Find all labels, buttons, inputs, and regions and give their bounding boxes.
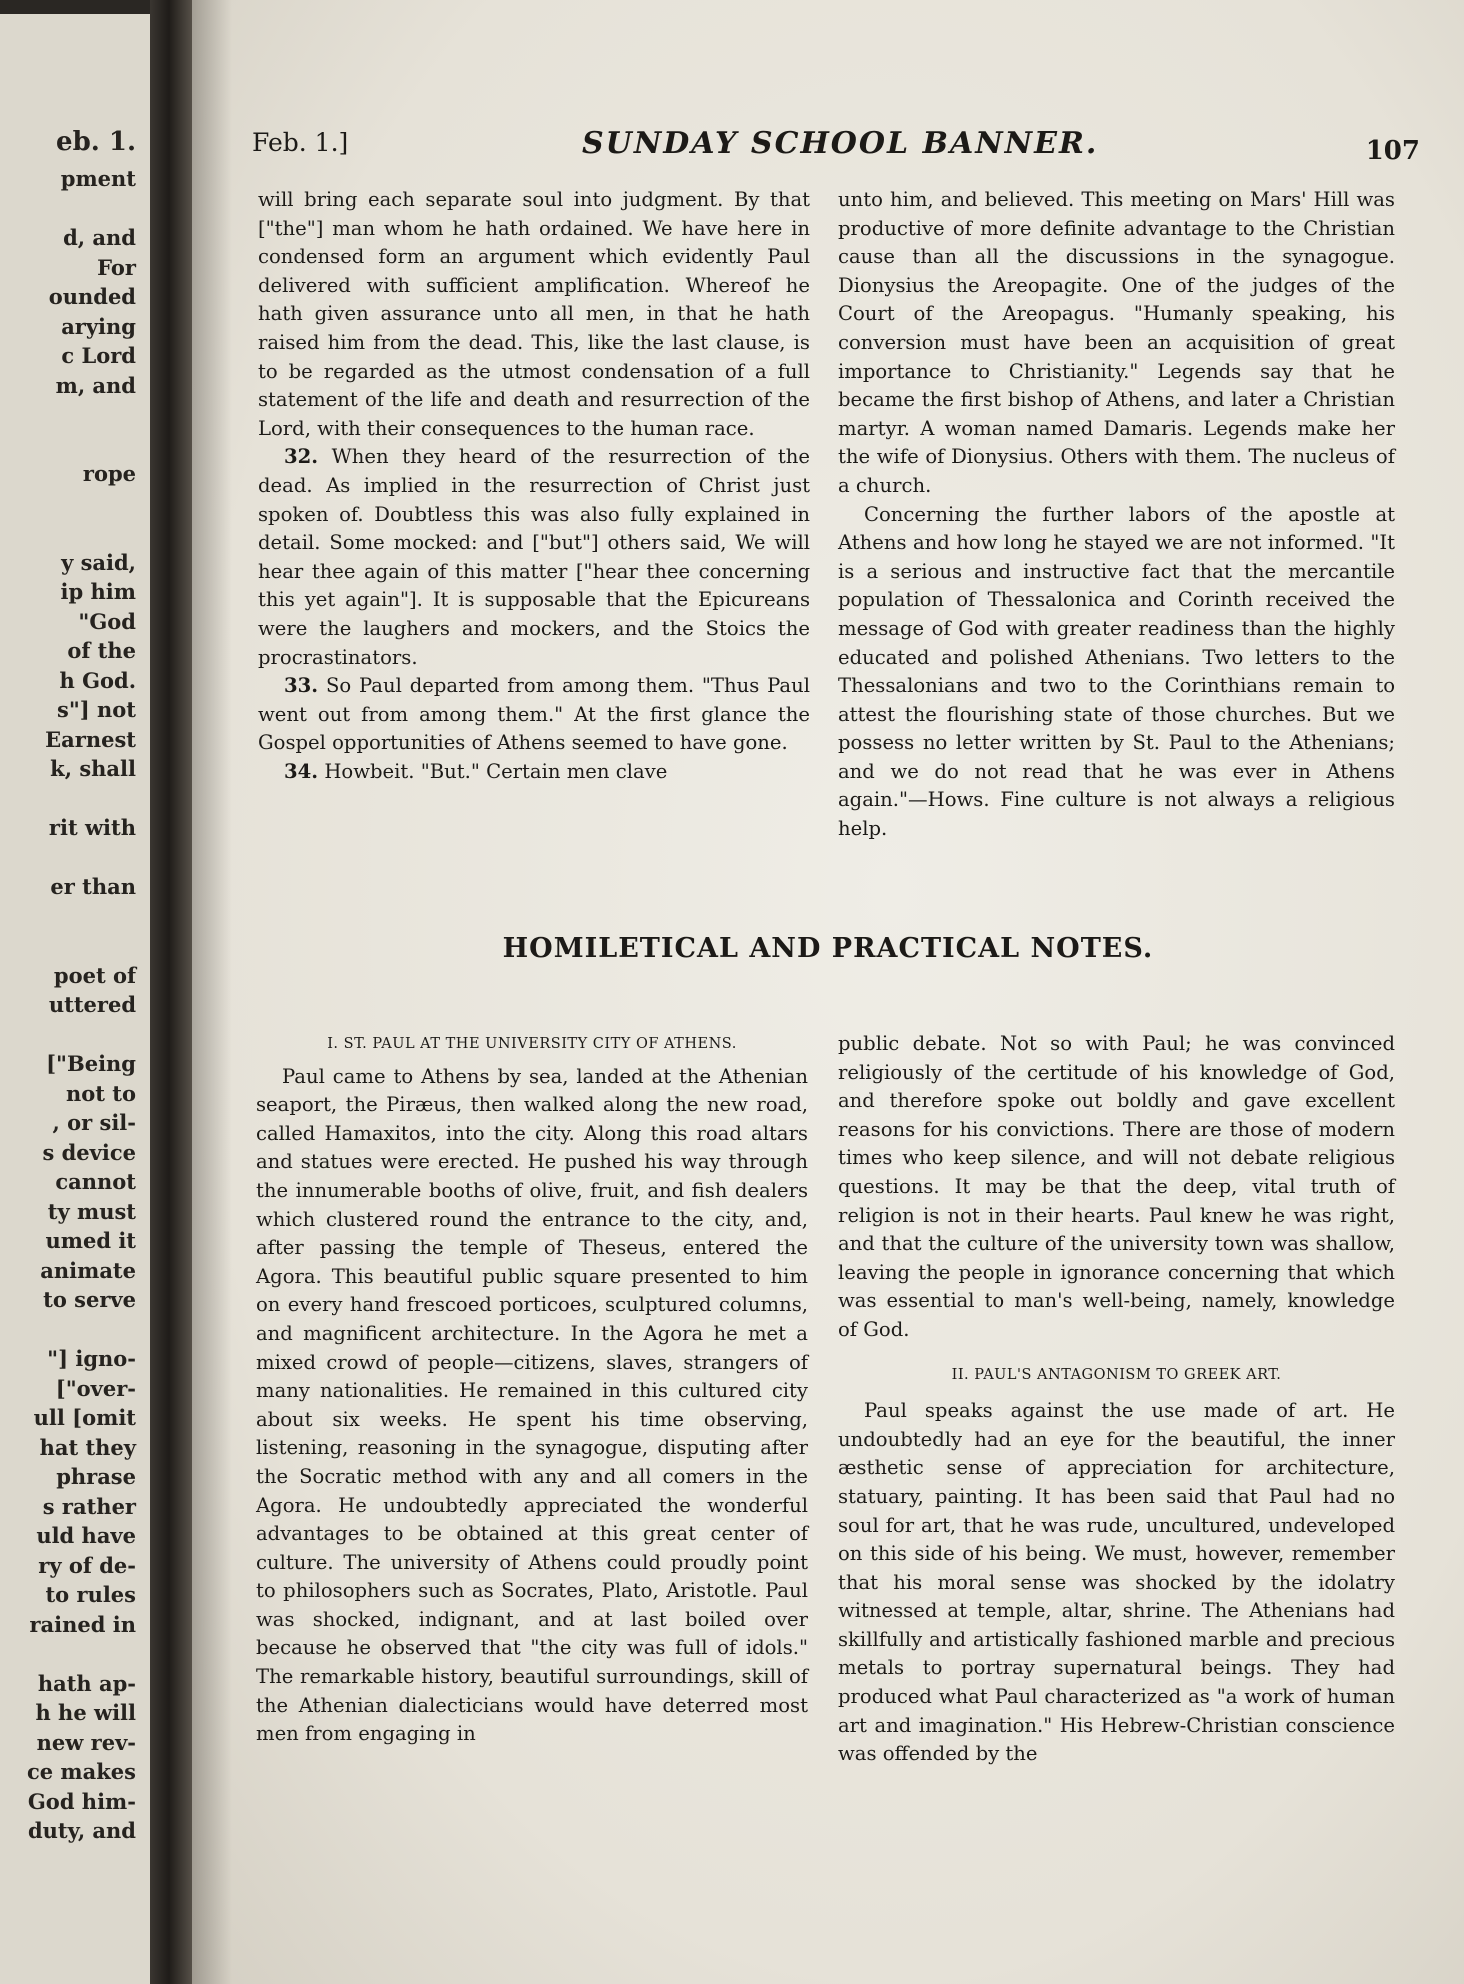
book-gutter <box>150 0 192 1984</box>
commentary-paragraph: will bring each separate soul into judgment. By that ["the"] man whom he hath ordained. We have here in condensed form an argument which evidently Paul delivered with sufficient amplification. Whereof he hath given assurance unto all men, in that he hath raised him from the dead. This, like the last clause, is to be regarded as the utmost condensation of a full statement of the life and death and resurrection of the Lord, with their consequences to the human race. <box>258 188 810 440</box>
previous-page-line: cannot <box>55 1169 136 1194</box>
previous-page-line: "] igno- <box>47 1346 136 1371</box>
previous-page-line: ty must <box>47 1198 136 1224</box>
previous-page-line: not to <box>66 1080 136 1106</box>
previous-page-line: pment <box>60 166 136 191</box>
running-header <box>192 128 1464 178</box>
previous-page-line: uttered <box>48 992 136 1017</box>
verse-number: 33. <box>284 674 319 698</box>
page <box>192 0 1464 1984</box>
previous-page-line: of the <box>67 638 136 663</box>
previous-page-line: rope <box>82 461 136 486</box>
previous-page-line: God him- <box>27 1788 136 1814</box>
verse-33-text: So Paul departed from among them. "Thus Paul went out from among them." At the first glance the Gospel opportunities of Athens seemed to have gone. <box>258 674 810 755</box>
previous-page-line: ip him <box>60 579 136 604</box>
previous-page-line: poet of <box>53 962 136 988</box>
previous-page-line: uld have <box>36 1523 136 1548</box>
page-number: 107 <box>1365 136 1420 166</box>
section-heading: HOMILETICAL AND PRACTICAL NOTES. <box>502 933 1154 964</box>
previous-page-line: ["Being <box>46 1051 136 1076</box>
previous-page-line: h he will <box>35 1700 136 1725</box>
previous-page-line: rit with <box>48 815 136 840</box>
previous-page-line: hath ap- <box>37 1670 136 1696</box>
previous-page-line: umed it <box>45 1228 136 1253</box>
previous-page-line: "God <box>78 608 136 634</box>
previous-page-line: ounded <box>48 284 136 309</box>
previous-page-line: to serve <box>43 1287 136 1312</box>
previous-page-line: For <box>97 254 136 280</box>
previous-page-line: k, shall <box>50 756 136 781</box>
previous-page-line: ry of de- <box>38 1552 136 1578</box>
previous-page-line: to rules <box>45 1582 136 1607</box>
previous-page-fragment <box>0 14 151 1984</box>
commentary-column-right <box>838 186 1395 844</box>
verse-number: 32. <box>284 445 319 469</box>
previous-page-line: phrase <box>56 1464 136 1489</box>
previous-page-line: ["over- <box>55 1375 136 1401</box>
previous-page-line: s"] not <box>57 697 136 722</box>
verse-33-note <box>258 672 810 758</box>
subheading-2: II. PAUL'S ANTAGONISM TO GREEK ART. <box>951 1366 1282 1383</box>
previous-page-line: hat they <box>39 1434 136 1460</box>
notes-paragraph: Paul came to Athens by sea, landed at the Athenian seaport, the Piræus, then walked along the new road, called Hamaxitos, into the city. Along this road altars and statues were erected. He pushed his way through the innumerable booths of olive, fruit, and fish dealers which clustered round the entrance to the city, and, after passing the temple of Theseus, entered the Agora. This beautiful public square presented to him on every hand frescoed porticoes, sculptured columns, and magnificent architecture. In the Agora he met a mixed crowd of people—citizens, slaves, strangers of many nationalities. He remained in this cultured city about six weeks. He spent his time observing, listening, reasoning in the synagogue, disputing after the Socratic method with any and all comers in the Agora. He undoubtedly appreciated the wonderful advantages to be obtained at this great center of culture. The university of Athens could proudly point to philosophers such as Socrates, Plato, Aristotle. Paul was shocked, indignant, and at last boiled over because he observed that "the city was full of idols." The remarkable history, beautiful surroundings, skill of the Athenian dialecticians would have deterred most men from engaging in <box>256 1064 808 1746</box>
previous-page-line: ull [omit <box>33 1405 136 1430</box>
previous-page-line: eb. 1. <box>56 127 136 157</box>
commentary-paragraph: Concerning the further labors of the apostle at Athens and how long he stayed we are not informed. "It is a serious and instructive fact that the mercantile population of Thessalonica and Corinth received the message of God with greater readiness than the highly educated and polished Athenians. Two letters to the Thessalonians and two to the Corinthians remain to attest the flourishing state of those churches. But we possess no letter written by St. Paul to the Athenians; and we do not read that he was ever in Athens again."—Hows. Fine culture is not always a religious help. <box>838 502 1395 841</box>
previous-page-line: y said, <box>61 549 136 575</box>
previous-page-text <box>0 14 150 1984</box>
verse-32-note <box>258 443 810 672</box>
previous-page-line: Earnest <box>45 726 136 752</box>
notes-paragraph: Paul speaks against the use made of art. He undoubtedly had an eye for the beautiful, the inner æsthetic sense of appreciation for architecture, statuary, painting. It has been said that Paul had no soul for art, that he was rude, uncultured, undeveloped on this side of his being. We must, however, remember that his moral sense was shocked by the idolatry witnessed at temple, altar, shrine. The Athenians had skillfully and artistically fashioned marble and precious metals to portray supernatural beings. They had produced what Paul characterized as "a work of human art and imagination." His Hebrew-Christian conscience was offended by the <box>838 1399 1395 1766</box>
previous-page-line: d, and <box>63 225 136 250</box>
previous-page-line: new rev- <box>36 1729 136 1755</box>
previous-page-line: er than <box>50 874 136 899</box>
verse-34-text: Howbeit. "But." Certain men clave <box>324 759 668 783</box>
notes-column-right <box>838 1030 1395 1769</box>
previous-page-line: , or sil- <box>52 1110 136 1135</box>
previous-page-line: h God. <box>59 667 136 693</box>
previous-page-line: s rather <box>42 1493 136 1519</box>
header-date: Feb. 1.] <box>252 128 349 157</box>
previous-page-line: s device <box>42 1139 136 1165</box>
previous-page-line: m, and <box>55 372 136 398</box>
verse-34-note <box>258 758 810 787</box>
subheading-1: I. ST. PAUL AT THE UNIVERSITY CITY OF ATHENS. <box>327 1036 737 1052</box>
header-title: SUNDAY SCHOOL BANNER. <box>582 126 1099 161</box>
previous-page-line: duty, and <box>27 1818 136 1843</box>
commentary-paragraph: unto him, and believed. This meeting on Mars' Hill was productive of more definite advantage to the Christian cause than all the discussions in the synagogue. Dionysius the Areopagite. One of the judges of the Court of the Areopagus. "Humanly speaking, his conversion must have been an acquisition of great importance to Christianity." Legends say that he became the first bishop of Athens, and later a Christian martyr. A woman named Damaris. Legends make her the wife of Dionysius. Others with them. The nucleus of a church. <box>838 188 1395 497</box>
commentary-column-left <box>258 186 810 786</box>
verse-32-text: When they heard of the resurrection of the dead. As implied in the resurrection of Christ just spoken of. Doubtless this was also fully explained in detail. Some mocked: and ["but"] others said, We will hear thee again of this matter ["hear thee concerning this yet again"]. It is supposable that the Epicureans were the laughers and mockers, and the Stoics the procrastinators. <box>258 445 810 669</box>
notes-column-left <box>256 1030 808 1749</box>
previous-page-line: c Lord <box>61 343 136 368</box>
notes-paragraph: public debate. Not so with Paul; he was convinced religiously of the certitude of his knowledge of God, and therefore spoke out boldly and gave excellent reasons for his convictions. There are those of modern times who keep silence, and will not debate religious questions. It may be that the deep, vital truth of religion is not in their hearts. Paul knew he was right, and that the culture of the university town was shallow, leaving the people in ignorance concerning that which was essential to man's well-being, namely, knowledge of God. <box>838 1032 1395 1341</box>
verse-number: 34. <box>284 759 319 783</box>
previous-page-line: arying <box>61 313 136 339</box>
previous-page-line: animate <box>40 1257 136 1283</box>
previous-page-line: rained in <box>29 1611 136 1637</box>
previous-page-line: ce makes <box>26 1759 136 1784</box>
